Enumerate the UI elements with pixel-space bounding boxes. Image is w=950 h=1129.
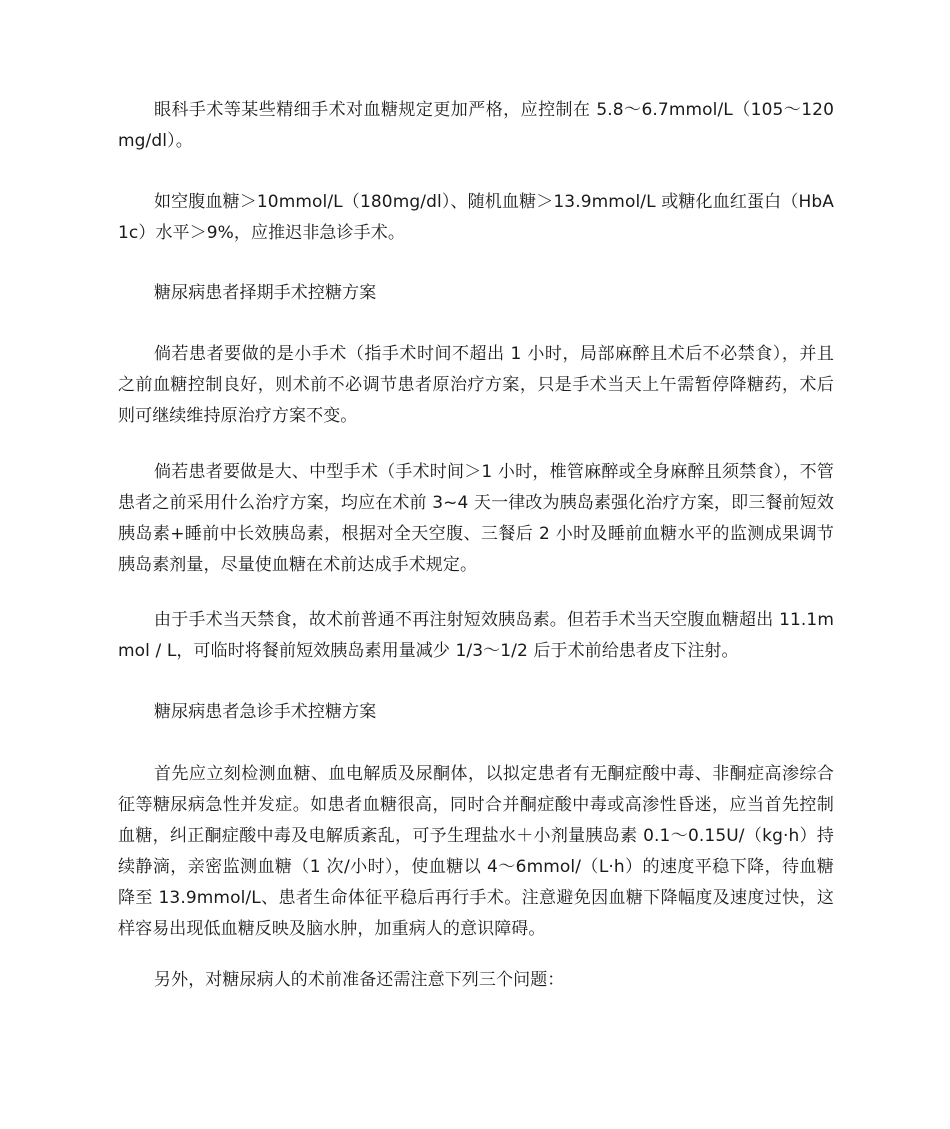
paragraph-surgery-day-fasting: 由于手术当天禁食，故术前普通不再注射短效胰岛素。但若手术当天空腹血糖超出 11.1mmol / L，可临时将餐前短效胰岛素用量减少 1/3～1/2 后于术前给患者皮下注射。 [118, 610, 834, 661]
heading-emergency-surgery-plan: 糖尿病患者急诊手术控糖方案 [154, 702, 377, 722]
paragraph-major-surgery: 倘若患者要做是大、中型手术（手术时间＞1 小时，椎管麻醉或全身麻醉且须禁食），不管患者之前采用什么治疗方案，均应在术前 3~4 天一律改为胰岛素强化治疗方案，即三餐前短效胰岛素+睡前中长效胰岛素，根据对全天空腹、三餐后 2 小时及睡前血糖水平的监测成果调节胰岛素剂量，尽量使血糖在术前达成手术规定。 [118, 462, 834, 575]
paragraph-additional-notes: 另外，对糖尿病人的术前准备还需注意下列三个问题： [154, 970, 565, 990]
paragraph-eye-surgery-glucose: 眼科手术等某些精细手术对血糖规定更加严格，应控制在 5.8～6.7mmol/L（105～120mg/dl）。 [118, 100, 834, 151]
heading-elective-surgery-plan: 糖尿病患者择期手术控糖方案 [154, 283, 377, 303]
paragraph-minor-surgery: 倘若患者要做的是小手术（指手术时间不超出 1 小时，局部麻醉且术后不必禁食），并且之前血糖控制良好，则术前不必调节患者原治疗方案，只是手术当天上午需暂停降糖药，术后则可继续维持原治疗方案不变。 [118, 344, 834, 426]
paragraph-postpone-surgery: 如空腹血糖＞10mmol/L（180mg/dl）、随机血糖＞13.9mmol/L 或糖化血红蛋白（HbA1c）水平＞9%，应推迟非急诊手术。 [118, 192, 834, 243]
paragraph-emergency-procedure: 首先应立刻检测血糖、血电解质及尿酮体，以拟定患者有无酮症酸中毒、非酮症高渗综合征等糖尿病急性并发症。如患者血糖很高，同时合并酮症酸中毒或高渗性昏迷，应当首先控制血糖，纠正酮症酸中毒及电解质紊乱，可予生理盐水＋小剂量胰岛素 0.1～0.15U/（kg·h）持续静滴，亲密监测血糖（1 次/小时），使血糖以 4～6mmol/（L·h）的速度平稳下降，待血糖降至 13.9mmol/L、患者生命体征平稳后再行手术。注意避免因血糖下降幅度及速度过快，这样容易出现低血糖反映及脑水肿，加重病人的意识障碍。 [118, 764, 834, 939]
